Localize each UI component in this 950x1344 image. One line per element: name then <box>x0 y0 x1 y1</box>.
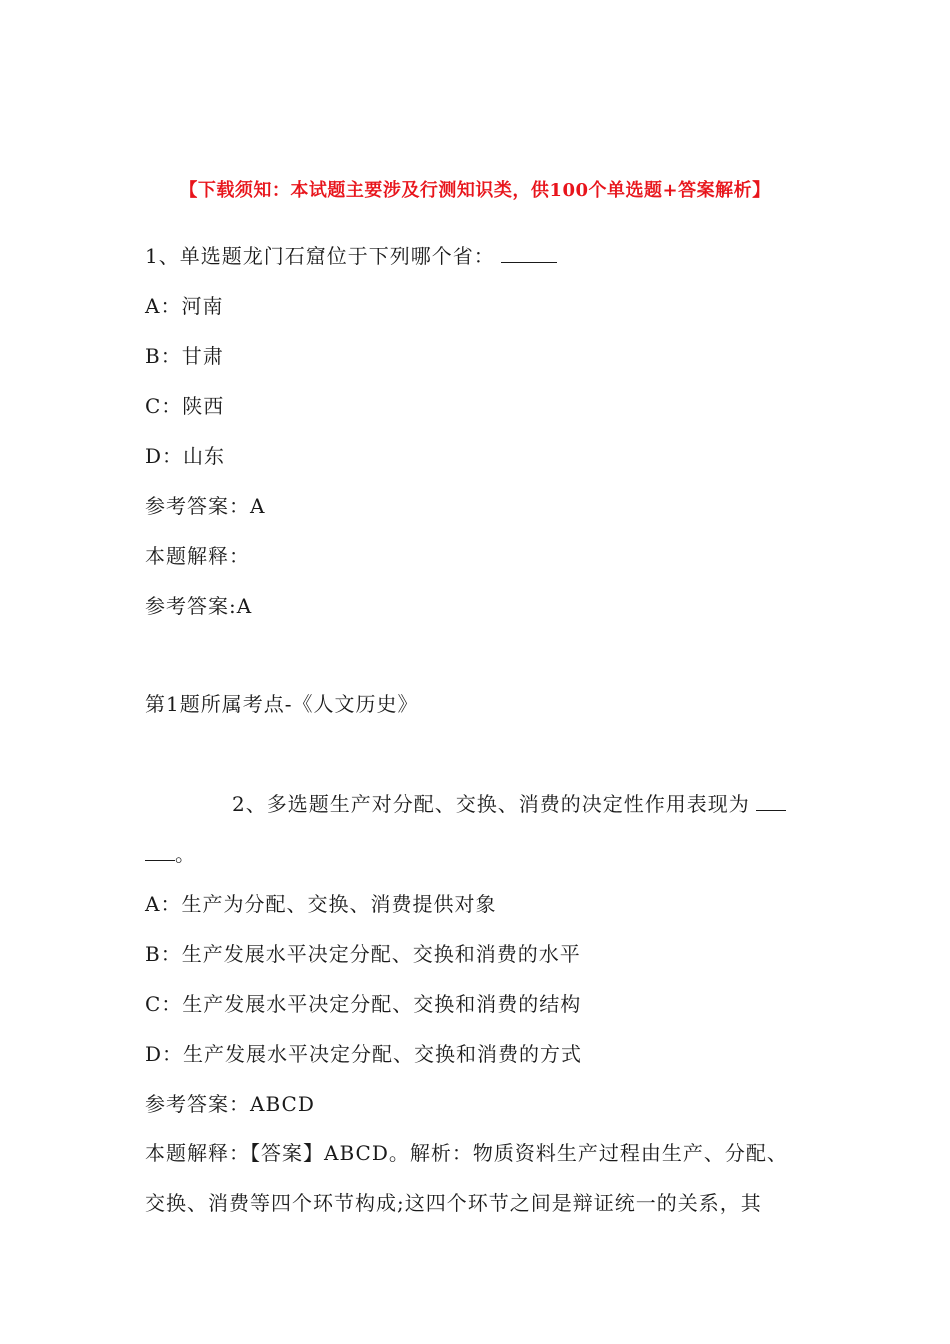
q1-answer-repeat: 参考答案:A <box>145 594 253 618</box>
q1-option-d: D：山东 <box>145 444 226 468</box>
q2-blank-part1 <box>756 792 786 811</box>
download-notice: 【下载须知：本试题主要涉及行测知识类，供100个单选题+答案解析】 <box>179 180 771 201</box>
q1-option-c: C：陕西 <box>145 394 225 418</box>
q1-explanation-label: 本题解释： <box>145 544 250 568</box>
q1-option-a: A：河南 <box>145 294 224 318</box>
q2-stem-end: 。 <box>175 842 196 866</box>
q2-option-d: D：生产发展水平决定分配、交换和消费的方式 <box>145 1042 583 1066</box>
q1-answer-blank <box>501 244 557 263</box>
q2-stem-text: 2、多选题生产对分配、交换、消费的决定性作用表现为 <box>232 792 750 816</box>
q2-option-c: C：生产发展水平决定分配、交换和消费的结构 <box>145 992 582 1016</box>
q2-option-b: B：生产发展水平决定分配、交换和消费的水平 <box>145 942 581 966</box>
q2-stem-line2 <box>145 838 196 867</box>
q2-stem-line1 <box>232 788 786 817</box>
q2-blank-part2 <box>145 842 175 861</box>
q2-explanation-line2: 交换、消费等四个环节构成;这四个环节之间是辩证统一的关系，其 <box>145 1191 762 1215</box>
q1-answer: 参考答案：A <box>145 494 266 518</box>
q2-explanation-line1: 本题解释：【答案】ABCD。解析：物质资料生产过程由生产、分配、 <box>145 1141 788 1165</box>
q1-topic: 第1题所属考点-《人文历史》 <box>145 692 419 716</box>
q1-stem-text: 1、单选题龙门石窟位于下列哪个省： <box>145 244 495 268</box>
q2-option-a: A：生产为分配、交换、消费提供对象 <box>145 892 497 916</box>
q1-option-b: B：甘肃 <box>145 344 224 368</box>
q2-answer: 参考答案：ABCD <box>145 1092 315 1116</box>
q1-stem <box>145 240 557 269</box>
